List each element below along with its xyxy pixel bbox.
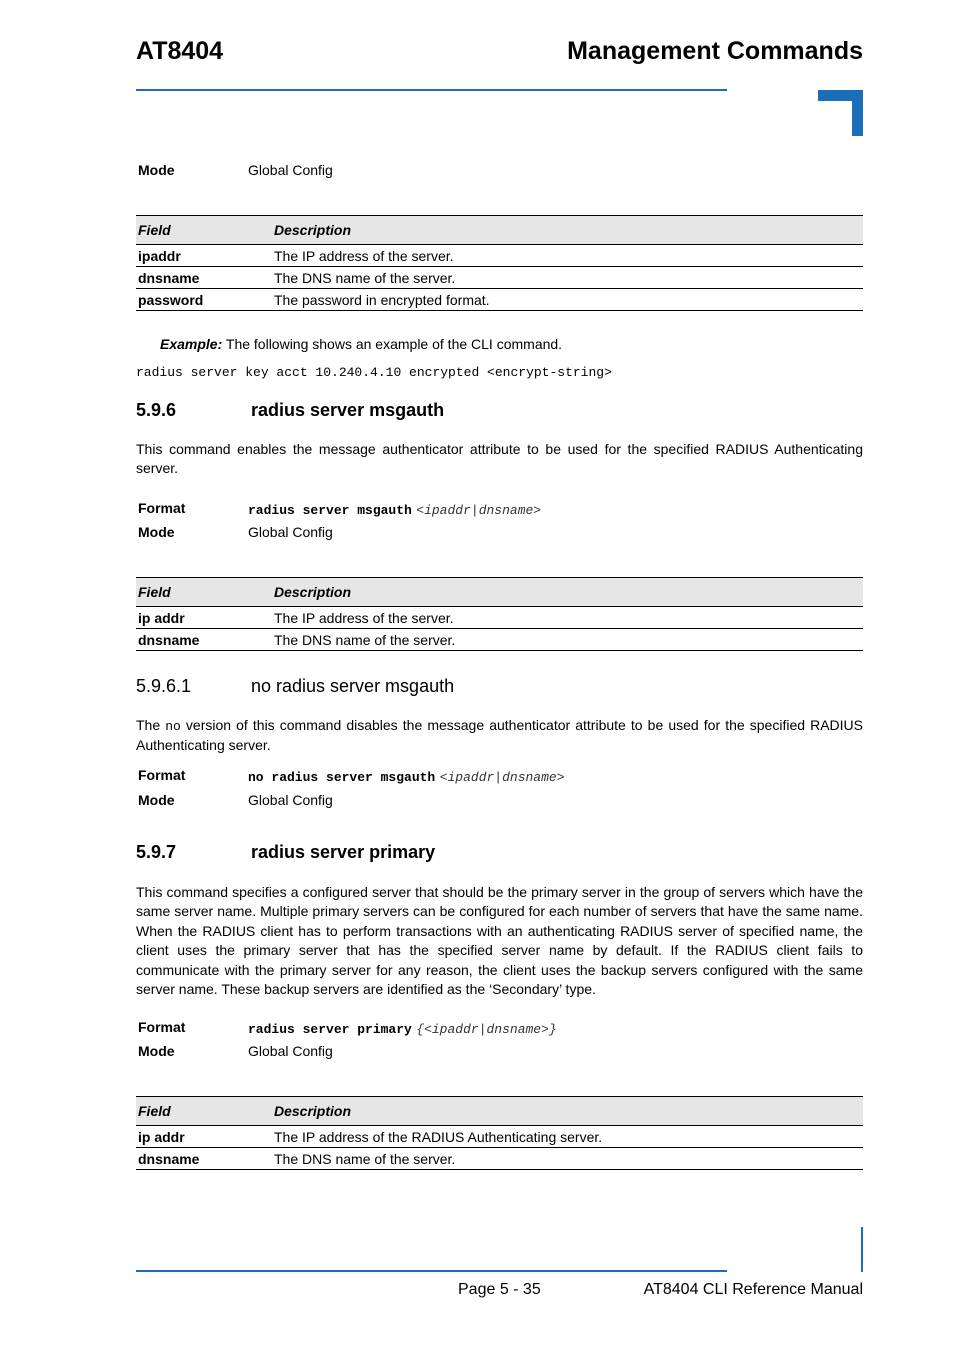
col-description: Description xyxy=(272,1097,863,1126)
header-product: AT8404 xyxy=(136,37,224,65)
table-row xyxy=(136,1126,863,1148)
field-cell: ipaddr xyxy=(136,245,272,267)
section-number: 5.9.6 xyxy=(136,400,177,420)
desc-cell: The IP address of the RADIUS Authenticating server. xyxy=(272,1126,863,1148)
table-header-row xyxy=(136,216,863,245)
field-table-3 xyxy=(136,1096,863,1170)
field-cell: password xyxy=(136,289,272,311)
mode-value: Global Config xyxy=(248,524,333,540)
table-row xyxy=(136,607,863,629)
format-label: Format xyxy=(138,1019,186,1035)
mode-label: Mode xyxy=(138,792,175,808)
mode-value: Global Config xyxy=(248,162,333,178)
example-label: Example: xyxy=(160,336,223,352)
desc-cell: The DNS name of the server. xyxy=(272,629,863,651)
subsection-body xyxy=(136,716,863,756)
footer-rule xyxy=(136,1270,727,1272)
mode-value: Global Config xyxy=(248,792,333,808)
example-code: radius server key acct 10.240.4.10 encrypted <encrypt-string> xyxy=(136,365,612,380)
body-text: The xyxy=(136,717,166,733)
format-command: radius server primary xyxy=(248,1022,412,1037)
desc-cell: The IP address of the server. xyxy=(272,607,863,629)
field-cell: dnsname xyxy=(136,1148,272,1170)
format-argument: <ipaddr|dnsname> xyxy=(416,503,542,518)
field-cell: dnsname xyxy=(136,267,272,289)
format-argument: <ipaddr|dnsname> xyxy=(439,770,565,785)
table-row xyxy=(136,245,863,267)
section-body: This command enables the message authenticator attribute to be used for the specified RADIUS Authenticating server. xyxy=(136,441,863,477)
format-command: radius server msgauth xyxy=(248,503,412,518)
header-chapter: Management Commands xyxy=(567,37,863,65)
format-syntax xyxy=(248,768,565,786)
field-table-1 xyxy=(136,215,863,311)
subsection-title: no radius server msgauth xyxy=(251,676,455,696)
mode-value: Global Config xyxy=(248,1043,333,1059)
table-header-row xyxy=(136,578,863,607)
example-text: The following shows an example of the CLI command. xyxy=(225,336,563,352)
desc-cell: The DNS name of the server. xyxy=(272,267,863,289)
col-field: Field xyxy=(136,1097,272,1126)
manual-title: AT8404 CLI Reference Manual xyxy=(643,1281,863,1298)
section-title: radius server primary xyxy=(251,842,436,862)
desc-cell: The password in encrypted format. xyxy=(272,289,863,311)
section-title: radius server msgauth xyxy=(251,400,445,420)
table-row xyxy=(136,629,863,651)
header-rule xyxy=(136,89,727,91)
field-table-2 xyxy=(136,577,863,651)
body-text: version of this command disables the message authenticator attribute to be used for the specified RADIUS Authenticating server. xyxy=(136,717,863,754)
mode-label: Mode xyxy=(138,524,175,540)
col-description: Description xyxy=(272,578,863,607)
table-row xyxy=(136,1148,863,1170)
mode-label: Mode xyxy=(138,162,175,178)
table-row xyxy=(136,267,863,289)
inline-code: no xyxy=(165,719,181,734)
table-row xyxy=(136,289,863,311)
field-cell: ip addr xyxy=(136,1126,272,1148)
format-syntax xyxy=(248,501,541,519)
format-argument: {<ipaddr|dnsname>} xyxy=(416,1022,557,1037)
col-field: Field xyxy=(136,578,272,607)
format-label: Format xyxy=(138,767,186,783)
header-corner-mark xyxy=(818,90,863,136)
mode-label: Mode xyxy=(138,1043,175,1059)
desc-cell: The IP address of the server. xyxy=(272,245,863,267)
section-number: 5.9.7 xyxy=(136,842,177,862)
field-cell: ip addr xyxy=(136,607,272,629)
page-number: Page 5 - 35 xyxy=(458,1281,541,1298)
col-description: Description xyxy=(272,216,863,245)
subsection-number: 5.9.6.1 xyxy=(136,676,192,696)
footer-corner-mark xyxy=(861,1227,863,1272)
section-body: This command specifies a configured server that should be the primary server in the group of servers which have the same server name. Multiple primary servers can be configured for each number of servers that have the same name. When the RADIUS client has to perform transactions with an authenticating RADIUS server of specified name, the client uses the primary server that has the specified server name by default. If the RADIUS client fails to communicate with the primary server for any reason, the client uses the backup servers configured with the same server name. These backup servers are identified as the ‘Secondary’ type. xyxy=(136,884,863,998)
field-cell: dnsname xyxy=(136,629,272,651)
format-label: Format xyxy=(138,500,186,516)
desc-cell: The DNS name of the server. xyxy=(272,1148,863,1170)
example-line xyxy=(160,336,562,352)
format-syntax xyxy=(248,1020,557,1038)
table-header-row xyxy=(136,1097,863,1126)
format-command: no radius server msgauth xyxy=(248,770,436,785)
col-field: Field xyxy=(136,216,272,245)
